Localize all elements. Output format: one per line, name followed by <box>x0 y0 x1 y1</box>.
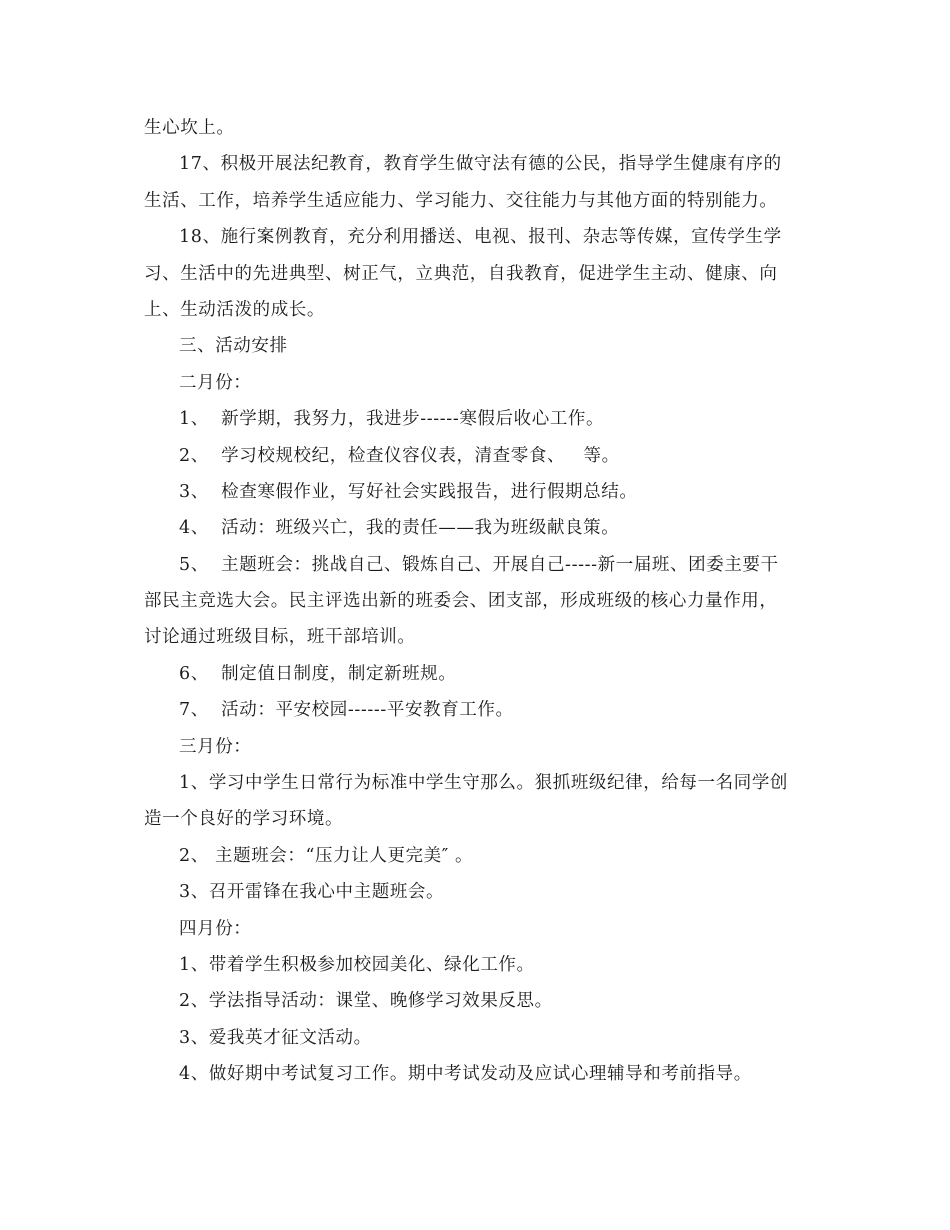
list-item: 2、 主题班会：“压力让人更完美″ 。 <box>179 845 474 866</box>
text-line: 部民主竞选大会。民主评选出新的班委会、团支部，形成班级的核心力量作用， <box>144 591 778 612</box>
text-line: 生活、工作，培养学生适应能力、学习能力、交往能力与其他方面的特别能力。 <box>144 190 778 211</box>
text-line: 造一个良好的学习环境。 <box>144 809 344 830</box>
text-line: 上、生动活泼的成长。 <box>144 299 325 320</box>
list-item: 1、 新学期，我努力，我进步------寒假后收心工作。 <box>179 409 605 430</box>
list-item: 1、带着学生积极参加校园美化、绿化工作。 <box>179 954 535 975</box>
list-item: 2、 学习校规校纪，检查仪容仪表，清查零食、 等。 <box>179 445 620 466</box>
month-heading: 三月份： <box>179 736 252 757</box>
list-item: 2、学法指导活动：课堂、晚修学习效果反思。 <box>179 991 553 1012</box>
list-item: 5、 主题班会：挑战自己、锻炼自己、开展自己-----新一届班、团委主要干 <box>179 554 779 575</box>
text-line: 18、施行案例教育，充分利用播送、电视、报刊、杂志等传媒，宣传学生学 <box>179 227 782 248</box>
list-item: 4、 活动：班级兴亡，我的责任——我为班级献良策。 <box>179 518 620 539</box>
text-line: 生心坎上。 <box>144 118 235 138</box>
text-line: 习、生活中的先进典型、树正气，立典范，自我教育，促进学生主动、健康、向 <box>144 263 778 284</box>
list-item: 1、学习中学生日常行为标准中学生守那么。狠抓班级纪律，给每一名同学创 <box>179 773 789 794</box>
text-line: 17、积极开展法纪教育，教育学生做守法有德的公民，指导学生健康有序的 <box>179 154 782 175</box>
month-heading: 二月份： <box>179 372 252 393</box>
section-heading: 三、活动安排 <box>179 336 288 357</box>
list-item: 4、做好期中考试复习工作。期中考试发动及应试心理辅导和考前指导。 <box>179 1064 752 1085</box>
month-heading: 四月份： <box>179 918 252 939</box>
list-item: 3、爱我英才征文活动。 <box>179 1027 372 1048</box>
list-item: 3、 检查寒假作业，写好社会实践报告，进行假期总结。 <box>179 481 638 502</box>
text-line: 讨论通过班级目标，班干部培训。 <box>144 627 416 648</box>
list-item: 7、 活动：平安校园------平安教育工作。 <box>179 700 514 721</box>
list-item: 6、 制定值日制度，制定新班规。 <box>179 663 457 684</box>
document-page <box>144 110 808 1093</box>
list-item: 3、召开雷锋在我心中主题班会。 <box>179 882 445 903</box>
